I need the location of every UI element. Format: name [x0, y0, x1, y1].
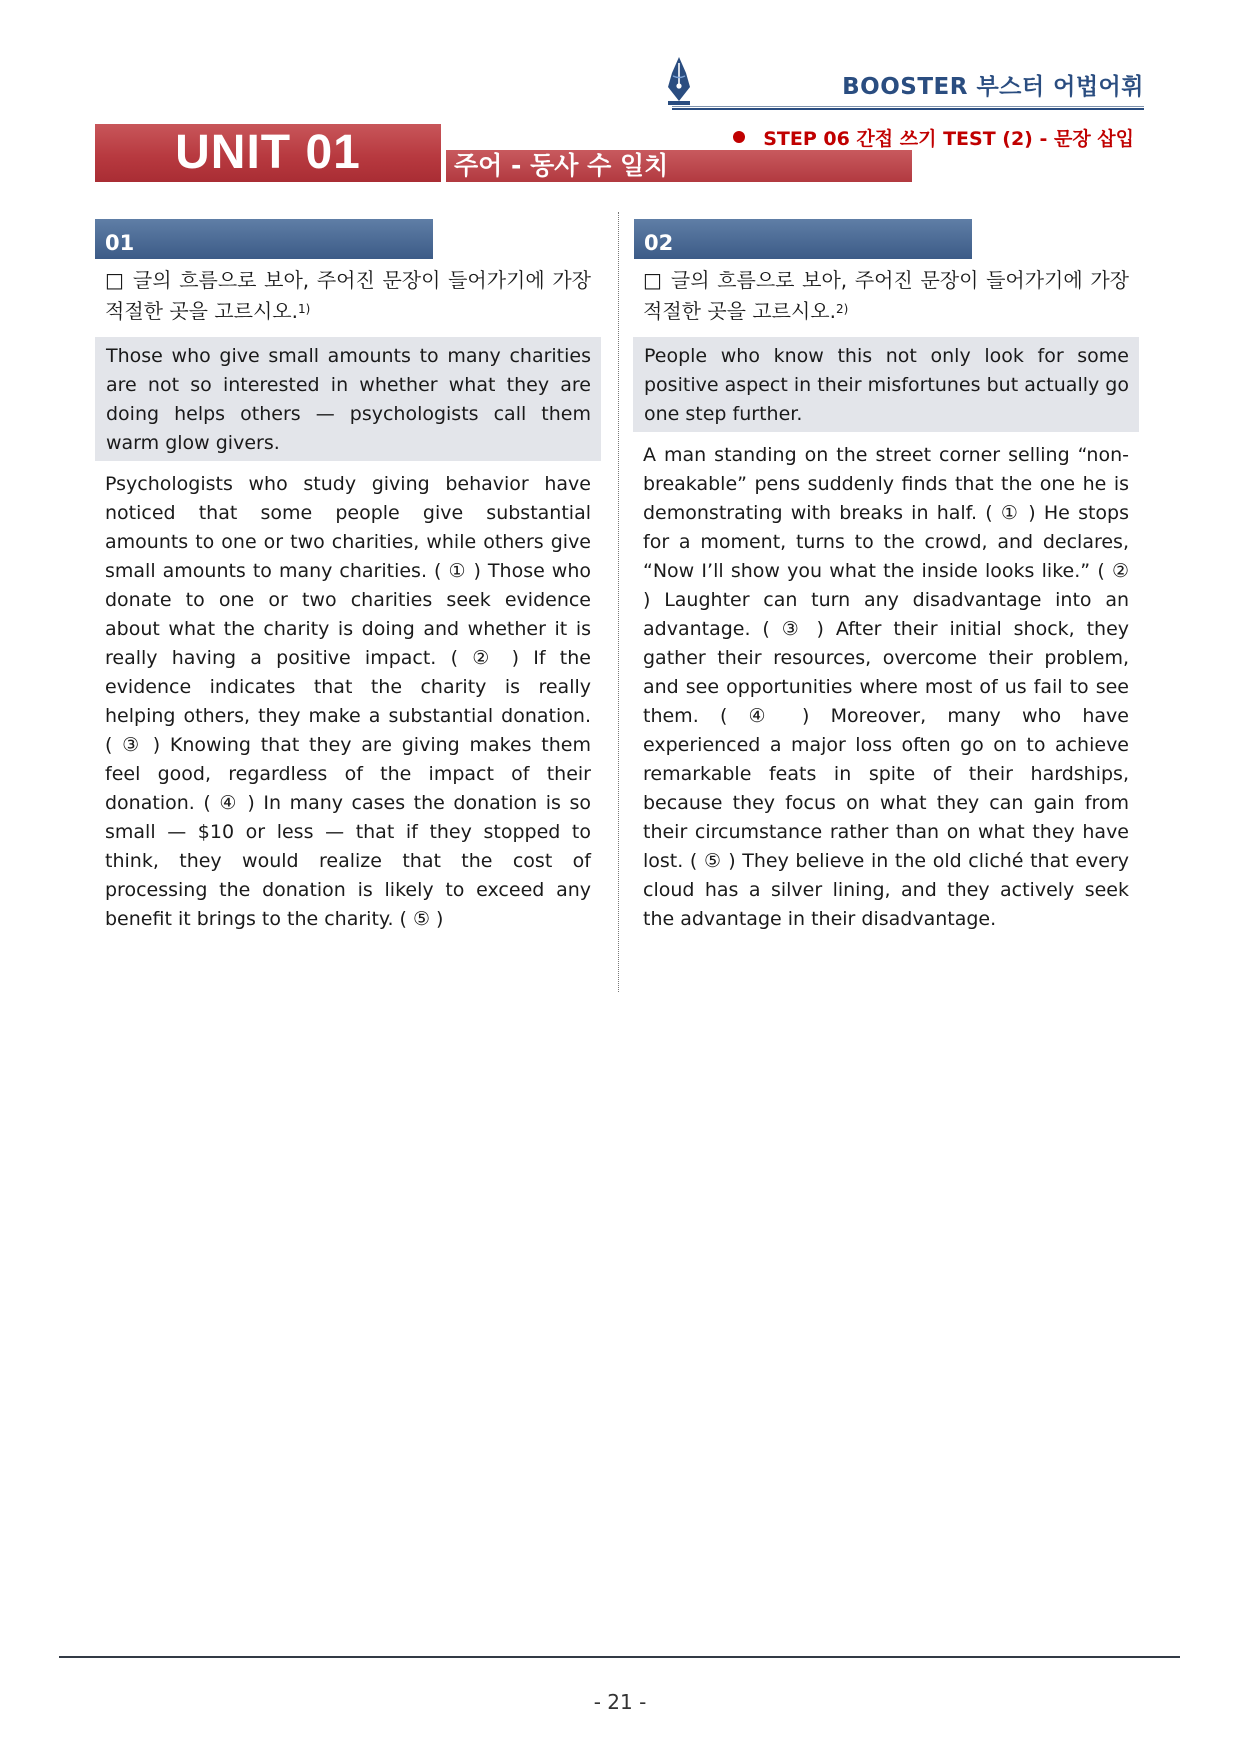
footnote-ref: 2) — [835, 302, 849, 316]
passage-segment: If the evidence indicates that the charity is really helping others, they make a substantial donation. — [105, 647, 591, 727]
question-number-02: 02 — [634, 219, 972, 259]
insertion-marker-3: ( ③ ) — [762, 618, 824, 640]
unit-title: UNIT 01 — [95, 124, 441, 182]
passage-segment: Psychologists who study giving behavior have noticed that some people give substantial amounts to one or two charities, while others give small amounts to many charities. — [105, 473, 591, 582]
passage-segment: Knowing that they are giving makes them feel good, regardless of the impact of their donation. — [105, 734, 592, 814]
brand-underline — [672, 108, 1144, 110]
given-sentence-02: People who know this not only look for some positive aspect in their misfortunes but actually go one step further. — [633, 337, 1139, 432]
footnote-ref: 1) — [297, 302, 311, 316]
passage-segment: They believe in the old cliché that every cloud has a silver lining, and they actively seek the advantage in their disadvantage. — [643, 850, 1129, 930]
insertion-marker-1: ( ① ) — [434, 560, 481, 582]
passage-02 — [643, 441, 1129, 934]
given-sentence-01: Those who give small amounts to many charities are not so interested in whether what they are doing helps others — psychologists call them warm glow givers. — [95, 337, 601, 461]
page-number: - 21 - — [593, 1690, 647, 1714]
bullet-dot-icon — [733, 131, 745, 143]
column-divider — [618, 212, 619, 992]
passage-segment: He stops for a moment, turns to the crowd, and declares, “Now I’ll show you what the inside looks like.” — [643, 502, 1130, 582]
insertion-marker-1: ( ① ) — [985, 502, 1036, 524]
passage-segment: After their initial shock, they gather their resources, overcome their problem, and see opportunities where most of us fail to see them. — [643, 618, 1130, 727]
passage-segment: Moreover, many who have experienced a major loss often go on to achieve remarkable feats in spite of their hardships, because they focus on what they can gain from their circumstance rather than on what they have lost. — [643, 705, 1129, 872]
insertion-marker-2: ( ② ) — [450, 647, 520, 669]
insertion-marker-2: ( ② ) — [643, 560, 1129, 611]
unit-subtitle: 주어 - 동사 수 일치 — [446, 150, 912, 182]
passage-01 — [105, 470, 591, 934]
instruction-text: □ 글의 흐름으로 보아, 주어진 문장이 들어가기에 가장 적절한 곳을 고르시오. — [643, 268, 1129, 323]
brand-underline-thin — [672, 106, 1144, 107]
step-label-text: STEP 06 간접 쓰기 TEST (2) - 문장 삽입 — [763, 128, 1134, 150]
brand-title: BOOSTER 부스터 어법어휘 — [842, 74, 1144, 100]
instruction-text: □ 글의 흐름으로 보아, 주어진 문장이 들어가기에 가장 적절한 곳을 고르시오. — [105, 268, 591, 323]
passage-segment: Laughter can turn any disadvantage into an advantage. — [643, 589, 1129, 640]
insertion-marker-5: ( ⑤ ) — [689, 850, 736, 872]
step-label — [733, 124, 1134, 151]
question-instruction-02 — [643, 266, 1129, 326]
fountain-pen-nib-icon — [664, 56, 694, 106]
insertion-marker-4: ( ④ ) — [203, 792, 255, 814]
insertion-marker-5: ( ⑤ ) — [399, 908, 444, 930]
insertion-marker-4: ( ④ ) — [719, 705, 810, 727]
insertion-marker-3: ( ③ ) — [105, 734, 161, 756]
passage-segment: A man standing on the street corner selling “non-breakable” pens suddenly finds that the one he is demonstrating with breaks in half. — [643, 444, 1129, 524]
question-number-01: 01 — [95, 219, 433, 259]
footer-rule — [59, 1656, 1180, 1658]
passage-segment: Those who donate to one or two charities seek evidence about what the charity is doing and whether it is really having a positive impact. — [105, 560, 592, 669]
passage-segment: In many cases the donation is so small — $10 or less — that if they stopped to think, they would realize that the cost of processing the donation is likely to exceed any benefit it brings to the charity. — [105, 792, 591, 930]
question-instruction-01 — [105, 266, 591, 326]
